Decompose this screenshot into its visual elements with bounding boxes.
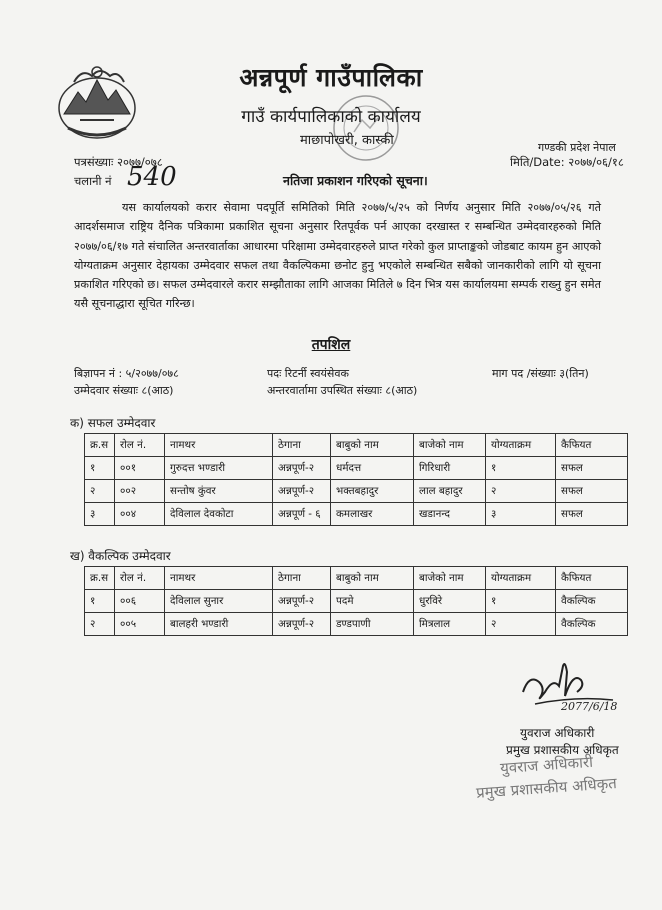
table-cell: कमलाखर (331, 503, 414, 526)
table-row (85, 457, 628, 480)
province-name: गण्डकी प्रदेश नेपाल (538, 141, 616, 154)
table-cell: सफल (556, 480, 628, 503)
table-cell: ३ (486, 503, 556, 526)
table-cell: ००२ (115, 480, 165, 503)
table-cell: अन्नपूर्ण-२ (273, 613, 331, 636)
table-row (85, 590, 628, 613)
header-cell: रोल नं. (115, 567, 165, 590)
table-cell: मित्रलाल (414, 613, 486, 636)
interview-present-count: अन्तरवार्तामा उपस्थित संख्याः ८(आठ) (267, 384, 418, 397)
table-cell: भक्तबहादुर (331, 480, 414, 503)
title-stamp: प्रमुख प्रशासकीय अधिकृत (475, 774, 618, 802)
notice-body: यस कार्यालयको करार सेवामा पदपूर्ति समितिको मिति २०७७/५/२५ को निर्णय अनुसार मिति २०७७/०५/२६ गते आदर्शसमाज राष्ट्रिय दैनिक पत्रिकामा प्रकाशित सूचना अनुसार रितपूर्वक पर्न आएका दरखास्त र सम्बन्धित उम्मेदवारहरुको मिति २०७७/०६/१७ गते संचालित अन्तरवार्ताका आधारमा परिक्षामा उम्मेदवारहरुले प्राप्त गरेको कुल प्राप्ताङ्कको जोडबाट कायम हुन आएको योग्यताक्रम अनुसार देहायका उम्मेदवार सफल तथा वैकल्पिकमा छनोट हुनु भएकोले सम्बन्धित सबैको जानकारीको लागि यो सूचना प्रकाशित गरिएको छ। सफल उम्मेदवारले करार सम्झौताका लागि आजका मितिले ७ दिन भित्र यस कार्यालयमा सम्पर्क राख्नु हुन समेत यसै सूचनाद्धारा सूचित गरिन्छ। (74, 201, 601, 311)
header-cell: बाबुको नाम (331, 434, 414, 457)
applicant-count: उम्मेदवार संख्याः ८(आठ) (74, 384, 174, 397)
table-cell: १ (486, 457, 556, 480)
demand-post-count: माग पद /संख्याः ३(तिन) (492, 367, 589, 380)
name-stamp: युवराज अधिकारी (499, 752, 594, 778)
table-cell: १ (486, 590, 556, 613)
table-cell: लाल बहादुर (414, 480, 486, 503)
table-cell: सफल (556, 503, 628, 526)
table-header-row (85, 434, 628, 457)
table-cell: २ (85, 480, 115, 503)
dispatch-label: चलानी नं (74, 174, 112, 188)
table-cell: सन्तोष कुंवर (165, 480, 273, 503)
header-cell: बाजेको नाम (414, 434, 486, 457)
table-cell: २ (486, 480, 556, 503)
office-name: गाउँ कार्यपालिकाको कार्यालय (241, 107, 421, 127)
header-cell: रोल नं. (115, 434, 165, 457)
header-cell: योग्यताक्रम (486, 434, 556, 457)
advertisement-number: बिज्ञापन नं : ५/२०७७/०७८ (74, 367, 179, 380)
table-cell: देविलाल सुनार (165, 590, 273, 613)
table-cell: गिरिधारी (414, 457, 486, 480)
table-cell: देविलाल देवकोटा (165, 503, 273, 526)
table-row (85, 613, 628, 636)
header-cell: नामथर (165, 567, 273, 590)
table-cell: वैकल्पिक (556, 613, 628, 636)
header-cell: ठेगाना (273, 434, 331, 457)
table-cell: सफल (556, 457, 628, 480)
table-cell: ००१ (115, 457, 165, 480)
table-cell: १ (85, 590, 115, 613)
table-cell: पदमे (331, 590, 414, 613)
dispatch-number-handwritten: 540 (127, 162, 177, 192)
office-stamp-icon (330, 92, 402, 164)
table-cell: वैकल्पिक (556, 590, 628, 613)
header-cell: बाबुको नाम (331, 567, 414, 590)
signer-name: युवराज अधिकारी (520, 726, 595, 740)
table-cell: २ (85, 613, 115, 636)
office-address: माछापोखरी, कास्की (300, 133, 394, 148)
reference-number: पत्रसंख्याः २०७७/०७८ (74, 155, 163, 169)
header-cell: क्र.स (85, 567, 115, 590)
organization-name: अन्नपूर्ण गाउँपालिका (239, 63, 423, 92)
table-row (85, 480, 628, 503)
header-cell: कैफियत (556, 434, 628, 457)
handwritten-signature (515, 652, 625, 714)
post-name: पदः रिटर्नी स्वयंसेवक (267, 367, 349, 380)
table-cell: धुरविरे (414, 590, 486, 613)
alternate-candidates-heading: ख) वैकल्पिक उम्मेदवार (70, 549, 171, 563)
table-cell: अन्नपूर्ण-२ (273, 480, 331, 503)
table-cell: डण्डपाणी (331, 613, 414, 636)
table-cell: १ (85, 457, 115, 480)
table-cell: ००४ (115, 503, 165, 526)
table-cell: गुरुदत्त भण्डारी (165, 457, 273, 480)
signature-date: 2077/6/18 (561, 700, 618, 713)
notice-title: नतिजा प्रकाशन गरिएको सूचना। (283, 173, 428, 188)
table-cell: ००५ (115, 613, 165, 636)
alternate-candidates-table (84, 566, 628, 636)
successful-candidates-heading: क) सफल उम्मेदवार (70, 416, 156, 430)
table-cell: अन्नपूर्ण-२ (273, 590, 331, 613)
table-cell: धर्मदत्त (331, 457, 414, 480)
table-row (85, 503, 628, 526)
table-cell: अन्नपूर्ण-२ (273, 457, 331, 480)
table-cell: बालहरी भण्डारी (165, 613, 273, 636)
header-cell: कैफियत (556, 567, 628, 590)
table-cell: ३ (85, 503, 115, 526)
successful-candidates-table (84, 433, 628, 526)
table-cell: अन्नपूर्ण - ६ (273, 503, 331, 526)
details-section-title: तपशिल (311, 337, 351, 353)
table-cell: २ (486, 613, 556, 636)
header-cell: बाजेको नाम (414, 567, 486, 590)
table-header-row (85, 567, 628, 590)
table-cell: ००६ (115, 590, 165, 613)
signer-title: प्रमुख प्रशासकीय अधिकृत (506, 743, 619, 757)
letter-date: मिति/Date: २०७७/०६/१८ (510, 155, 624, 169)
header-cell: नामथर (165, 434, 273, 457)
table-cell: खडानन्द (414, 503, 486, 526)
header-cell: ठेगाना (273, 567, 331, 590)
header-cell: योग्यताक्रम (486, 567, 556, 590)
header-cell: क्र.स (85, 434, 115, 457)
